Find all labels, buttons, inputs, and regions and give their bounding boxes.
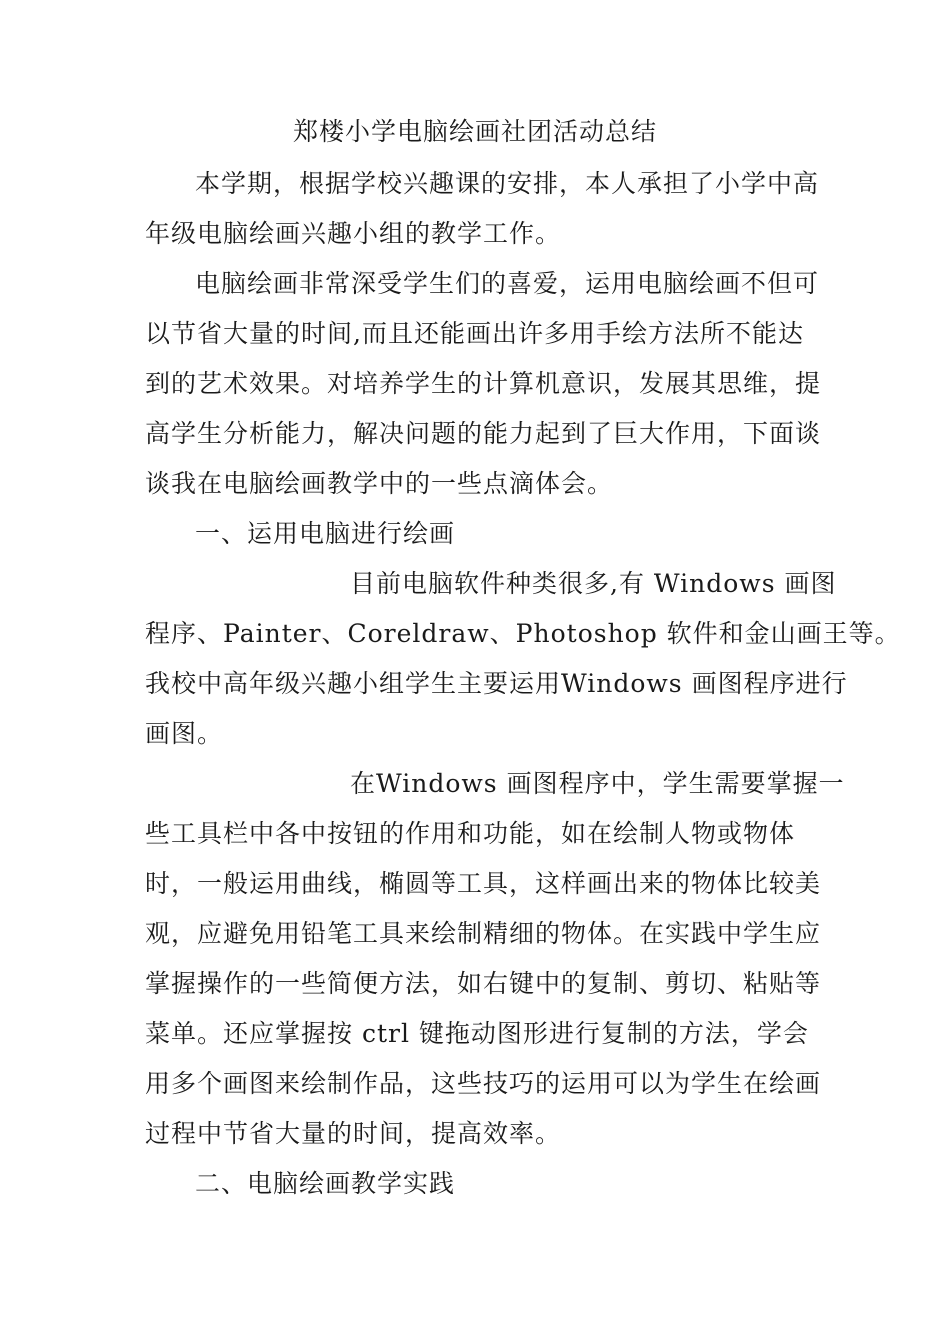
- paragraph-line: 画图。: [145, 719, 224, 748]
- paragraph-line: 在Windows 画图程序中，学生需要掌握一: [350, 769, 845, 798]
- paragraph-line: 以节省大量的时间,而且还能画出许多用手绘方法所不能达: [145, 319, 804, 348]
- paragraph-line: 谈我在电脑绘画教学中的一些点滴体会。: [145, 469, 614, 498]
- paragraph-line: 程序、Painter、Coreldraw、Photoshop 软件和金山画王等。: [145, 619, 901, 648]
- paragraph-line: 年级电脑绘画兴趣小组的教学工作。: [145, 219, 562, 248]
- paragraph-line: 观，应避免用铅笔工具来绘制精细的物体。在实践中学生应: [145, 919, 822, 948]
- document-title: 郑楼小学电脑绘画社团活动总结: [292, 117, 657, 146]
- paragraph-line: 掌握操作的一些简便方法，如右键中的复制、剪切、粘贴等: [145, 969, 822, 998]
- paragraph-line: 些工具栏中各中按钮的作用和功能，如在绘制人物或物体: [145, 819, 796, 848]
- paragraph-line: 我校中高年级兴趣小组学生主要运用Windows 画图程序进行: [145, 669, 848, 698]
- section-heading: 一、运用电脑进行绘画: [195, 519, 456, 548]
- paragraph-line: 用多个画图来绘制作品，这些技巧的运用可以为学生在绘画: [145, 1069, 822, 1098]
- paragraph-line: 时，一般运用曲线，椭圆等工具，这样画出来的物体比较美: [145, 869, 822, 898]
- paragraph-line: 目前电脑软件种类很多,有 Windows 画图: [350, 569, 837, 598]
- paragraph-line: 过程中节省大量的时间，提高效率。: [145, 1119, 562, 1148]
- paragraph-line: 到的艺术效果。对培养学生的计算机意识，发展其思维，提: [145, 369, 822, 398]
- section-heading: 二、电脑绘画教学实践: [195, 1169, 456, 1198]
- paragraph-line: 菜单。还应掌握按 ctrl 键拖动图形进行复制的方法，学会: [145, 1019, 809, 1048]
- paragraph-line: 电脑绘画非常深受学生们的喜爱，运用电脑绘画不但可: [195, 269, 820, 298]
- paragraph-line: 高学生分析能力，解决问题的能力起到了巨大作用，下面谈: [145, 419, 822, 448]
- paragraph-line: 本学期，根据学校兴趣课的安排，本人承担了小学中高: [195, 169, 820, 198]
